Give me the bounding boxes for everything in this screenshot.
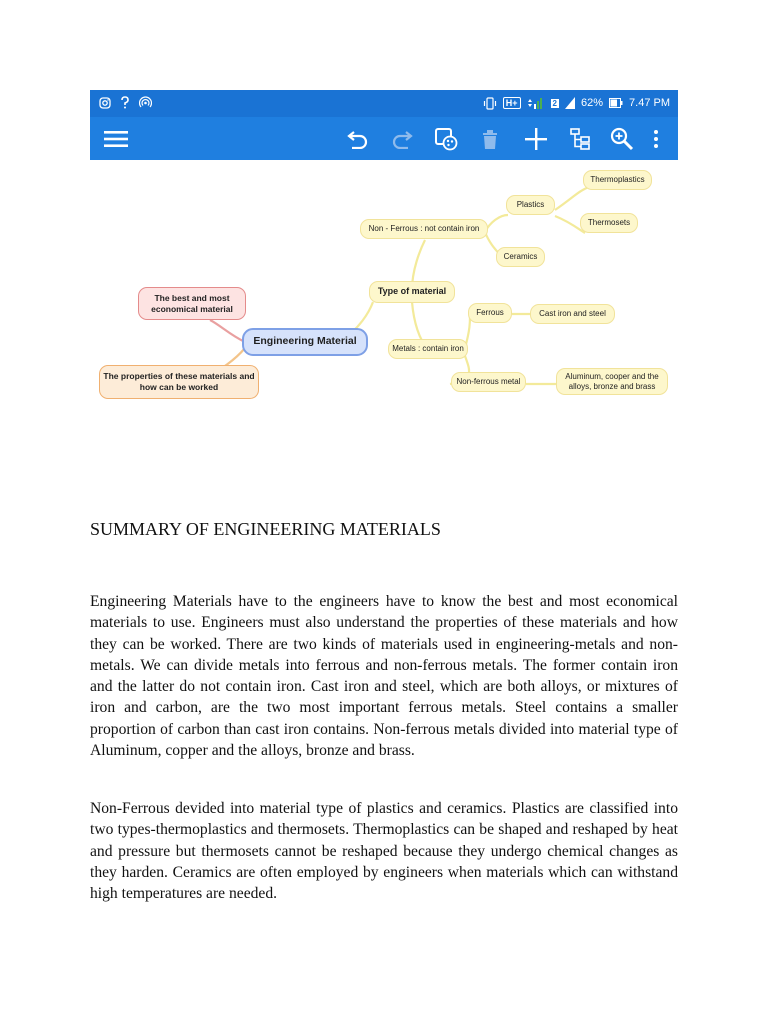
node-label: Plastics (516, 200, 545, 209)
node-best-economical[interactable] (138, 287, 246, 320)
node-label: The best and most economical material (151, 292, 233, 314)
undo-button[interactable] (342, 123, 374, 155)
battery-icon (609, 98, 623, 108)
node-label: Ferrous (476, 308, 504, 317)
document-title: SUMMARY OF ENGINEERING MATERIALS (90, 519, 441, 539)
node-label: Metals : contain iron (392, 344, 464, 353)
instagram-icon (99, 97, 111, 109)
node-label: Ceramics (503, 252, 538, 261)
node-properties[interactable] (99, 365, 259, 399)
more-button[interactable] (640, 123, 672, 155)
menu-icon (104, 130, 128, 148)
undo-icon (347, 129, 369, 149)
help-icon (120, 96, 130, 109)
battery-percent: 62% (581, 97, 604, 109)
more-icon (653, 129, 659, 149)
vibrate-icon (483, 97, 497, 110)
signal-bars-icon (565, 97, 575, 109)
node-aluminum[interactable] (556, 368, 668, 395)
layout-button[interactable] (564, 123, 596, 155)
node-label: Thermoplastics (590, 175, 645, 184)
sim-badge: 2 (552, 98, 557, 108)
node-thermoplastics[interactable] (583, 170, 652, 190)
paragraph-2: Non-Ferrous devided into material type of plastics and ceramics. Plastics are classified into two types-thermoplastics and thermosets. Thermoplastics can be shaped and reshaped by heat and pressure but thermosets cannot be reshaped because they undergo chemical changes as they harden. Ceramics are often employed by engineers when materials which can withstand high temperatures are needed. (90, 800, 678, 903)
style-icon (434, 127, 458, 151)
paragraph-1: Engineering Materials have to the engineers have to know the best and most economical materials to use. Engineers must also understand the properties of these materials and how they can be worked. There are two kinds of materials used in engineering-metals and non-metals. We can divide metals into ferrous and non-ferrous metals. The former contain iron and the latter do not contain iron. Cast iron and steel, which are both alloys, or mixtures of iron and carbon, are the two most important ferrous metals. Steel contains a smaller proportion of carbon than cast iron contains. Non-ferrous metals divided into material type of Aluminum, copper and the alloys, bronze and brass. (90, 593, 678, 760)
add-icon (524, 127, 548, 151)
redo-button[interactable] (386, 123, 418, 155)
delete-button[interactable] (474, 123, 506, 155)
layout-icon (570, 128, 590, 150)
network-type-badge: H+ (503, 97, 521, 109)
search-icon (610, 127, 634, 151)
menu-button[interactable] (100, 123, 132, 155)
delete-icon (481, 128, 499, 150)
app-screenshot (90, 90, 678, 425)
hotspot-icon (139, 96, 152, 109)
add-button[interactable] (520, 123, 552, 155)
node-plastics[interactable] (506, 195, 555, 215)
node-engineering-material[interactable] (242, 328, 368, 356)
redo-icon (391, 129, 413, 149)
node-non-ferrous-metal[interactable] (451, 372, 526, 392)
node-thermosets[interactable] (580, 213, 638, 233)
node-label: Type of material (377, 286, 447, 297)
node-label: Engineering Material (253, 335, 357, 348)
node-cast-iron[interactable] (530, 304, 615, 324)
toolbar (90, 117, 678, 160)
clock: 7.47 PM (629, 97, 670, 109)
zoom-button[interactable] (606, 123, 638, 155)
status-bar (90, 90, 678, 117)
node-type-of-material[interactable] (369, 281, 455, 303)
mindmap-canvas[interactable] (90, 160, 678, 425)
node-metals[interactable] (388, 339, 468, 359)
signal-icon (527, 96, 545, 110)
node-label: The properties of these materials and how can be worked (103, 371, 255, 392)
node-ferrous[interactable] (468, 303, 512, 323)
node-label: Thermosets (587, 218, 631, 227)
node-label: Non - Ferrous : not contain iron (368, 224, 480, 233)
node-ceramics[interactable] (496, 247, 545, 267)
node-non-ferrous[interactable] (360, 219, 488, 239)
node-label: Aluminum, cooper and the alloys, bronze and brass (565, 371, 659, 391)
style-button[interactable] (430, 123, 462, 155)
node-label: Non-ferrous metal (456, 377, 521, 386)
node-label: Cast iron and steel (539, 309, 606, 318)
